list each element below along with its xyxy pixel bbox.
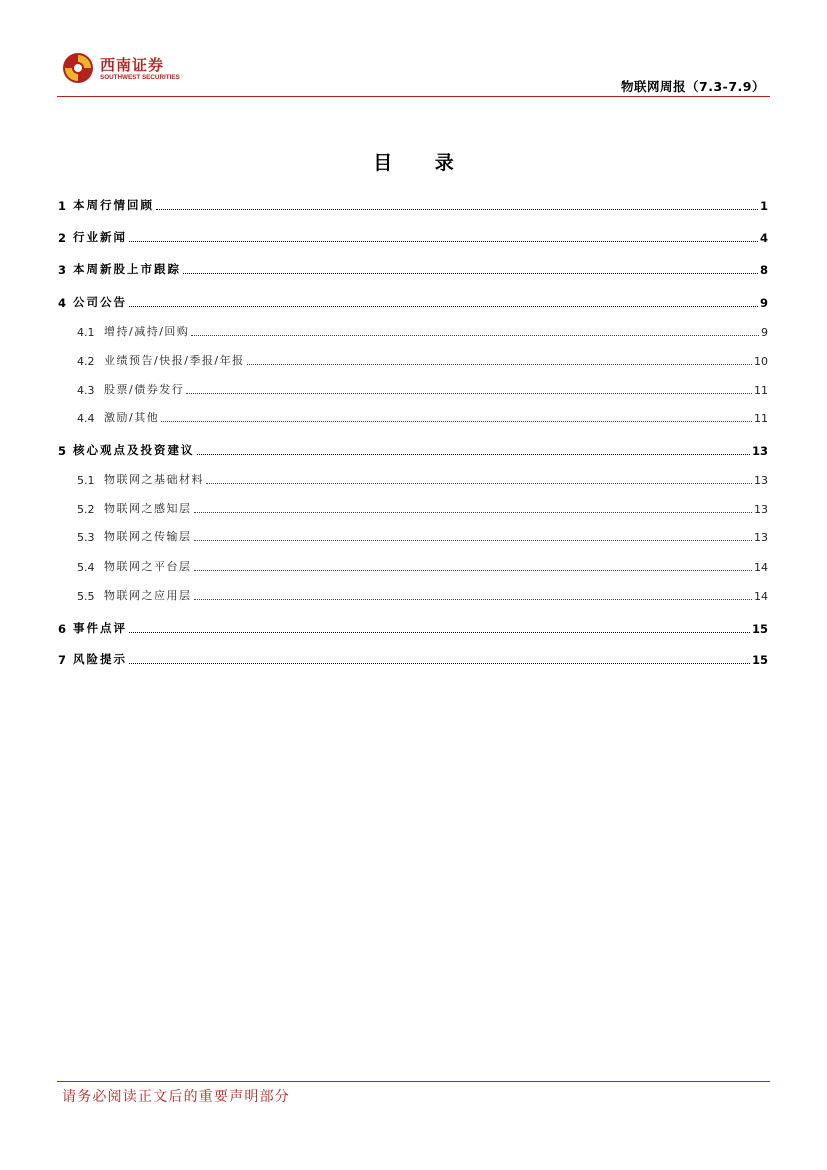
toc-entry-page: 13 <box>754 474 768 487</box>
toc-entry-number: 4.3 <box>77 384 95 397</box>
toc-entry-label: 物联网之平台层 <box>104 560 192 573</box>
toc-entry-number: 4 <box>58 296 67 310</box>
toc-entry-page: 10 <box>754 355 768 368</box>
toc-entry[interactable] <box>77 528 768 544</box>
toc-entry[interactable] <box>58 620 768 636</box>
toc-entry-number: 3 <box>58 263 67 277</box>
toc-entry-label: 业绩预告/快报/季报/年报 <box>104 354 245 367</box>
toc-entry-label: 物联网之基础材料 <box>104 473 204 486</box>
toc-entry-page: 1 <box>759 199 768 213</box>
toc-entry[interactable] <box>77 471 768 487</box>
header-divider <box>57 96 770 97</box>
toc-entry-page: 13 <box>754 531 768 544</box>
toc-entry[interactable] <box>77 409 768 425</box>
toc-title: 目 录 <box>373 152 472 174</box>
toc-entry[interactable] <box>77 352 768 368</box>
toc-entry-number: 5.3 <box>77 531 95 544</box>
toc-entry-number: 5 <box>58 444 67 458</box>
toc-entry-label: 核心观点及投资建议 <box>73 443 195 457</box>
toc-entry[interactable] <box>58 261 768 277</box>
toc-entry-label: 本周新股上市跟踪 <box>73 262 181 276</box>
toc-leader-dots <box>247 364 752 365</box>
toc-entry-page: 9 <box>761 326 768 339</box>
toc-entry[interactable] <box>77 500 768 516</box>
logo-mark-icon <box>62 52 94 84</box>
toc-leader-dots <box>194 540 753 541</box>
toc-leader-dots <box>194 512 753 513</box>
toc-entry[interactable] <box>58 197 768 213</box>
toc-entry-label: 物联网之感知层 <box>104 502 192 515</box>
toc-entry[interactable] <box>58 229 768 245</box>
toc-entry-number: 4.4 <box>77 412 95 425</box>
toc-entry-number: 6 <box>58 622 67 636</box>
report-title: 物联网周报（7.3-7.9） <box>621 79 765 94</box>
toc-entry[interactable] <box>77 323 768 339</box>
toc-entry-number: 5.1 <box>77 474 95 487</box>
company-logo <box>62 52 180 84</box>
toc-entry[interactable] <box>58 442 768 458</box>
toc-entry[interactable] <box>77 381 768 397</box>
toc-entry-number: 7 <box>58 653 67 667</box>
toc-entry-page: 9 <box>759 296 768 310</box>
toc-entry-page: 13 <box>751 444 768 458</box>
toc-leader-dots <box>129 632 750 633</box>
toc-leader-dots <box>206 483 752 484</box>
toc-entry[interactable] <box>58 294 768 310</box>
toc-leader-dots <box>194 570 753 571</box>
toc-entry-number: 5.2 <box>77 503 95 516</box>
toc-entry-label: 激励/其他 <box>104 411 160 424</box>
toc-entry-page: 11 <box>754 412 768 425</box>
toc-entry-page: 15 <box>751 653 768 667</box>
toc-entry[interactable] <box>77 558 768 574</box>
toc-entry-label: 增持/减持/回购 <box>104 325 190 338</box>
toc-entry-page: 11 <box>754 384 768 397</box>
footer-divider <box>57 1081 770 1082</box>
toc-entry-label: 物联网之应用层 <box>104 589 192 602</box>
toc-entry-number: 5.5 <box>77 590 95 603</box>
toc-leader-dots <box>194 599 753 600</box>
toc-entry-label: 公司公告 <box>73 295 127 309</box>
toc-leader-dots <box>129 663 750 664</box>
toc-entry-number: 4.2 <box>77 355 95 368</box>
toc-entry-label: 行业新闻 <box>73 230 127 244</box>
logo-chinese-name: 西南证券 <box>100 56 165 74</box>
toc-entry-label: 物联网之传输层 <box>104 530 192 543</box>
toc-leader-dots <box>156 209 758 210</box>
toc-entry-number: 5.4 <box>77 561 95 574</box>
toc-entry-page: 14 <box>754 590 768 603</box>
footer-notice: 请务必阅读正文后的重要声明部分 <box>62 1089 290 1105</box>
toc-entry-label: 股票/债券发行 <box>104 383 185 396</box>
toc-entry-label: 风险提示 <box>73 652 127 666</box>
toc-leader-dots <box>183 273 758 274</box>
toc-entry-page: 14 <box>754 561 768 574</box>
toc-entry[interactable] <box>77 587 768 603</box>
toc-entry-number: 1 <box>58 199 67 213</box>
toc-leader-dots <box>191 335 759 336</box>
toc-entry-label: 本周行情回顾 <box>73 198 154 212</box>
toc-entry-label: 事件点评 <box>73 621 127 635</box>
toc-entry[interactable] <box>58 651 768 667</box>
toc-leader-dots <box>197 454 750 455</box>
toc-leader-dots <box>129 241 758 242</box>
toc-entry-page: 15 <box>751 622 768 636</box>
logo-english-name: SOUTHWEST SECURITIES <box>100 74 180 81</box>
toc-entry-page: 8 <box>759 263 768 277</box>
toc-entry-page: 13 <box>754 503 768 516</box>
toc-leader-dots <box>129 306 758 307</box>
toc-leader-dots <box>161 421 752 422</box>
toc-leader-dots <box>186 393 752 394</box>
toc-entry-page: 4 <box>759 231 768 245</box>
toc-entry-number: 4.1 <box>77 326 95 339</box>
toc-entry-number: 2 <box>58 231 67 245</box>
